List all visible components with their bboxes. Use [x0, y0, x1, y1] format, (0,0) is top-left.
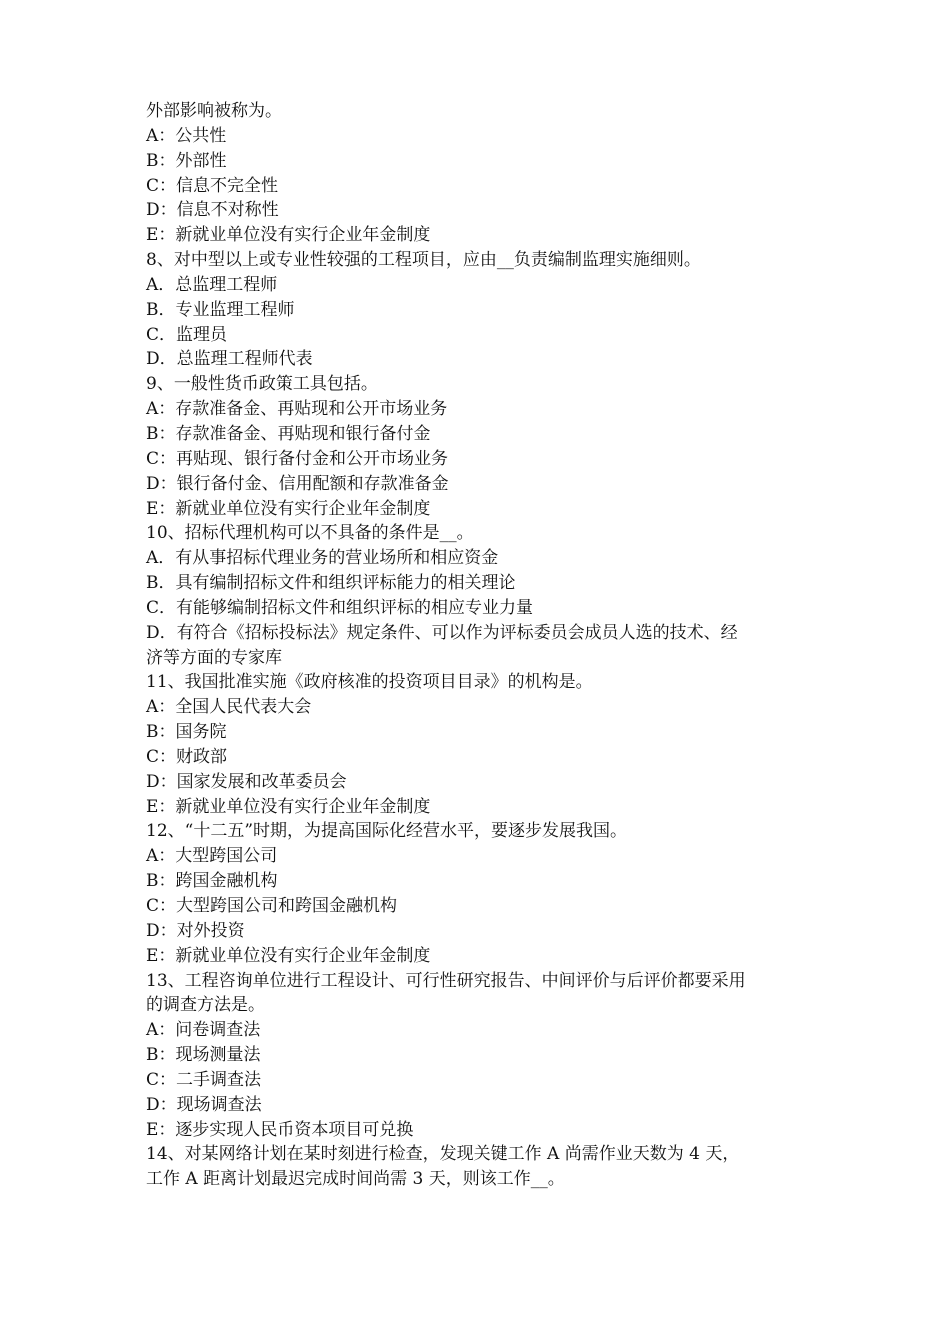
q9-option-c: C：再贴现、银行备付金和公开市场业务: [146, 448, 449, 469]
q12-option-b: B：跨国金融机构: [146, 871, 278, 892]
q13-stem: 13、工程咨询单位进行工程设计、可行性研究报告、中间评价与后评价都要采用: [146, 970, 746, 991]
q11-option-c: C：财政部: [146, 746, 228, 767]
q10-option-d-continued: 济等方面的专家库: [146, 647, 282, 668]
q12-option-e: E：新就业单位没有实行企业年金制度: [146, 945, 431, 966]
q14-stem-continued: 工作 A 距离计划最迟完成时间尚需 3 天，则该工作__。: [146, 1169, 565, 1190]
q8-stem: 8、对中型以上或专业性较强的工程项目，应由__负责编制监理实施细则。: [146, 250, 701, 271]
q8-option-c: C．监理员: [146, 324, 228, 345]
q11-option-d: D：国家发展和改革委员会: [146, 771, 347, 792]
q11-stem: 11、我国批准实施《政府核准的投资项目目录》的机构是。: [146, 672, 593, 693]
q8-option-a: A．总监理工程师: [146, 274, 278, 295]
q9-option-e: E：新就业单位没有实行企业年金制度: [146, 498, 431, 519]
q13-option-e: E：逐步实现人民币资本项目可兑换: [146, 1119, 414, 1140]
q9-option-d: D：银行备付金、信用配额和存款准备金: [146, 473, 449, 494]
q10-option-c: C．有能够编制招标文件和组织评标的相应专业力量: [146, 597, 534, 618]
q7-option-b: B：外部性: [146, 150, 227, 171]
q11-option-b: B：国务院: [146, 722, 227, 743]
q12-stem: 12、“十二五”时期，为提高国际化经营水平，要逐步发展我国。: [146, 821, 628, 842]
q13-option-a: A：问卷调查法: [146, 1020, 261, 1041]
q7-option-d: D：信息不对称性: [146, 200, 279, 221]
q7-option-c: C：信息不完全性: [146, 175, 279, 196]
document-body: [146, 99, 818, 1192]
q11-option-e: E：新就业单位没有实行企业年金制度: [146, 796, 431, 817]
q9-option-a: A：存款准备金、再贴现和公开市场业务: [146, 399, 448, 420]
q11-option-a: A：全国人民代表大会: [146, 697, 312, 718]
q10-stem: 10、招标代理机构可以不具备的条件是__。: [146, 523, 474, 544]
q14-stem: 14、对某网络计划在某时刻进行检查，发现关键工作 A 尚需作业天数为 4 天，: [146, 1144, 740, 1165]
q12-option-a: A：大型跨国公司: [146, 846, 278, 867]
q13-option-d: D：现场调查法: [146, 1094, 262, 1115]
q9-stem: 9、一般性货币政策工具包括。: [146, 374, 378, 395]
q10-option-b: B．具有编制招标文件和组织评标能力的相关理论: [146, 573, 516, 594]
q12-option-d: D：对外投资: [146, 920, 245, 941]
q13-option-c: C：二手调查法: [146, 1069, 262, 1090]
q9-option-b: B：存款准备金、再贴现和银行备付金: [146, 423, 431, 444]
q8-option-b: B．专业监理工程师: [146, 299, 295, 320]
q8-option-d: D．总监理工程师代表: [146, 349, 313, 370]
q7-stem-tail: 外部影响被称为。: [146, 101, 282, 121]
q13-option-b: B：现场测量法: [146, 1045, 261, 1066]
q10-option-d: D．有符合《招标投标法》规定条件、可以作为评标委员会成员人选的技术、经: [146, 622, 738, 643]
q7-option-a: A：公共性: [146, 125, 227, 146]
q10-option-a: A．有从事招标代理业务的营业场所和相应资金: [146, 548, 499, 569]
q7-option-e: E：新就业单位没有实行企业年金制度: [146, 225, 431, 246]
q13-stem-continued: 的调查方法是。: [146, 995, 265, 1016]
q12-option-c: C：大型跨国公司和跨国金融机构: [146, 896, 398, 916]
